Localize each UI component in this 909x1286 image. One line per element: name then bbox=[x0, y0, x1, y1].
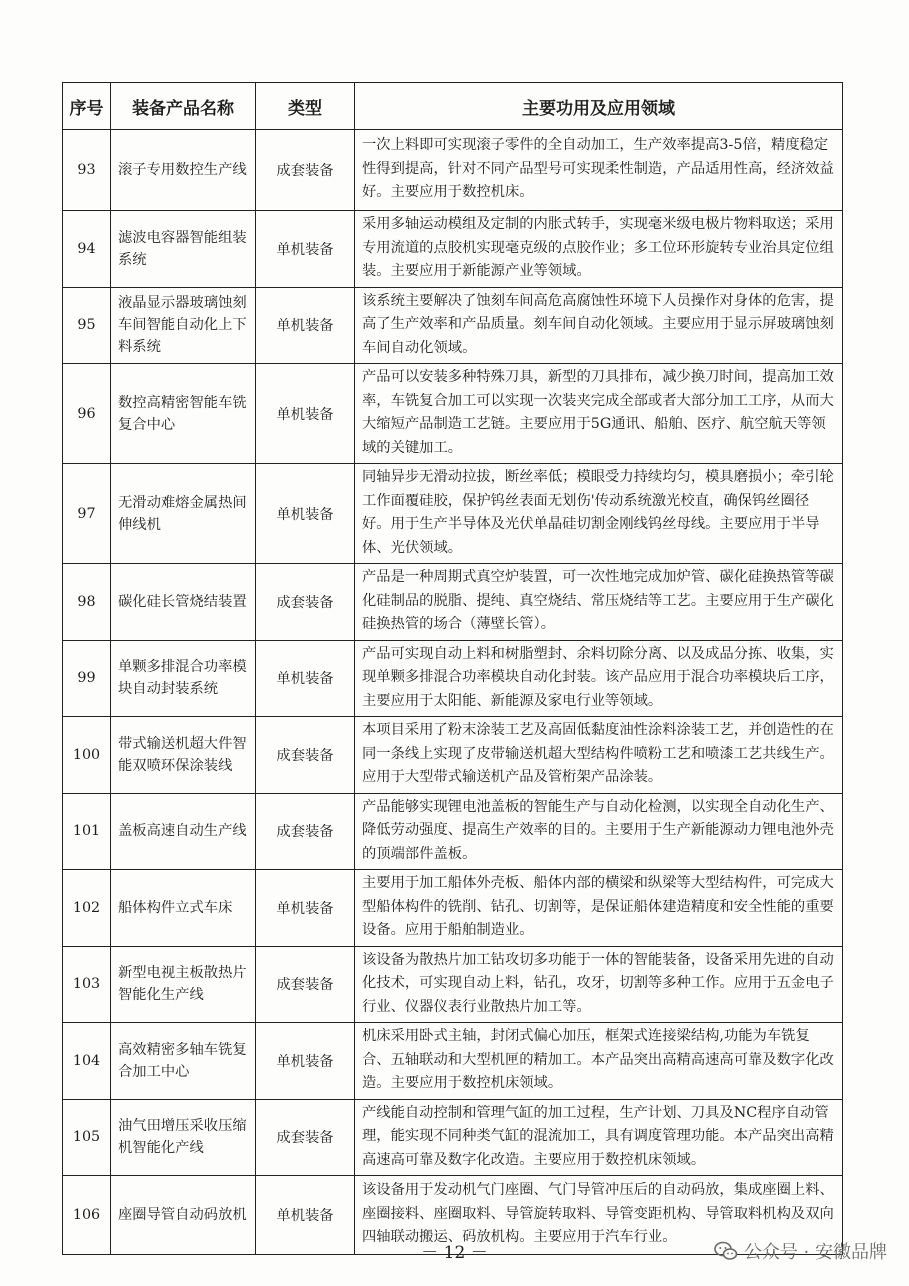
row-number: 104 bbox=[63, 1023, 111, 1100]
row-number: 102 bbox=[63, 870, 111, 947]
row-number: 94 bbox=[63, 211, 111, 288]
table-row bbox=[63, 464, 843, 564]
table-row bbox=[63, 1099, 843, 1176]
table-row bbox=[63, 287, 843, 364]
row-number: 98 bbox=[63, 564, 111, 641]
product-type: 单机装备 bbox=[256, 364, 355, 464]
product-name: 单颗多排混合功率模块自动封装系统 bbox=[111, 640, 256, 717]
product-type: 单机装备 bbox=[256, 640, 355, 717]
header-name: 装备产品名称 bbox=[111, 83, 256, 130]
table-row bbox=[63, 870, 843, 947]
table-row bbox=[63, 640, 843, 717]
product-type: 成套装备 bbox=[256, 793, 355, 870]
product-name: 碳化硅长管烧结装置 bbox=[111, 564, 256, 641]
product-description: 本项目采用了粉末涂装工艺及高固低黏度油性涂料涂装工艺，并创造性的在同一条线上实现了皮带输送机超大型结构件喷粉工艺和喷漆工艺共线生产。应用于大型带式输送机产品及管桁架产品涂装。 bbox=[355, 717, 843, 794]
page-number: － 12 － bbox=[421, 1243, 488, 1263]
product-description: 该系统主要解决了蚀刻车间高危高腐蚀性环境下人员操作对身体的危害，提高了生产效率和产品质量。刻车间自动化领域。主要应用于显示屏玻璃蚀刻车间自动化领域。 bbox=[355, 287, 843, 364]
product-type: 成套装备 bbox=[256, 1099, 355, 1176]
product-type: 成套装备 bbox=[256, 130, 355, 211]
table-row bbox=[63, 211, 843, 288]
product-name: 船体构件立式车床 bbox=[111, 870, 256, 947]
product-description: 产品是一种周期式真空炉装置，可一次性地完成加炉管、碳化硅换热管等碳化硅制品的脱脂、提纯、真空烧结、常压烧结等工艺。主要应用于生产碳化硅换热管的场合（薄壁长管）。 bbox=[355, 564, 843, 641]
header-desc: 主要功用及应用领域 bbox=[355, 83, 843, 130]
product-type: 单机装备 bbox=[256, 464, 355, 564]
row-number: 100 bbox=[63, 717, 111, 794]
product-description: 同轴异步无滑动拉拔，断丝率低；模眼受力持续均匀，模具磨损小；牵引轮工作面覆硅胶，保护钨丝表面无划伤'传动系统激光校直，确保钨丝圈径好。用于生产半导体及光伏单晶硅切割金刚线钨丝母线。主要应用于半导体、光伏领域。 bbox=[355, 464, 843, 564]
product-name: 无滑动难熔金属热间伸线机 bbox=[111, 464, 256, 564]
product-description: 该设备用于发动机气门座圈、气门导管冲压后的自动码放，集成座圈上料、座圈接料、座圈取料、导管旋转取料、导管变距机构、导管取料机构及双向四轴联动搬运、码放机构。主要应用于汽车行业。 bbox=[355, 1176, 843, 1255]
product-name: 新型电视主板散热片智能化生产线 bbox=[111, 946, 256, 1023]
product-type: 成套装备 bbox=[256, 717, 355, 794]
row-number: 97 bbox=[63, 464, 111, 564]
product-name: 座圈导管自动码放机 bbox=[111, 1176, 256, 1255]
product-name: 高效精密多轴车铣复合加工中心 bbox=[111, 1023, 256, 1100]
equipment-table bbox=[62, 82, 843, 1255]
product-description: 主要用于加工船体外壳板、船体内部的横梁和纵梁等大型结构件，可完成大型船体构件的铣削、钻孔、切割等，是保证船体建造精度和安全性能的重要设备。应用于船舶制造业。 bbox=[355, 870, 843, 947]
product-type: 单机装备 bbox=[256, 870, 355, 947]
product-name: 盖板高速自动生产线 bbox=[111, 793, 256, 870]
table-row bbox=[63, 364, 843, 464]
watermark-text: 公众号 · 安徽品牌 bbox=[743, 1242, 887, 1263]
row-number: 101 bbox=[63, 793, 111, 870]
header-no: 序号 bbox=[63, 83, 111, 130]
product-description: 产品可以安装多种特殊刀具，新型的刀具排布，减少换刀时间，提高加工效率，车铣复合加工可以实现一次装夹完成全部或者大部分加工工序，从而大大缩短产品制造工艺链。主要应用于5G通讯、船舶、医疗、航空航天等领域的关键加工。 bbox=[355, 364, 843, 464]
row-number: 95 bbox=[63, 287, 111, 364]
product-description: 该设备为散热片加工钻攻切多功能于一体的智能装备，设备采用先进的自动化技术，可实现自动上料，钻孔，攻牙，切割等多种工作。应用于五金电子行业、仪器仪表行业散热片加工等。 bbox=[355, 946, 843, 1023]
wechat-icon bbox=[714, 1241, 738, 1261]
table-row bbox=[63, 1023, 843, 1100]
table-row bbox=[63, 717, 843, 794]
table-header-row bbox=[63, 83, 843, 130]
table-row bbox=[63, 564, 843, 641]
product-type: 单机装备 bbox=[256, 211, 355, 288]
product-type: 单机装备 bbox=[256, 287, 355, 364]
product-description: 一次上料即可实现滚子零件的全自动加工，生产效率提高3-5倍，精度稳定性得到提高，针对不同产品型号可实现柔性制造，产品适用性高，经济效益好。主要应用于数控机床。 bbox=[355, 130, 843, 211]
row-number: 103 bbox=[63, 946, 111, 1023]
row-number: 105 bbox=[63, 1099, 111, 1176]
table-row bbox=[63, 793, 843, 870]
product-name: 滚子专用数控生产线 bbox=[111, 130, 256, 211]
product-name: 液晶显示器玻璃蚀刻车间智能自动化上下料系统 bbox=[111, 287, 256, 364]
product-type: 成套装备 bbox=[256, 564, 355, 641]
product-type: 单机装备 bbox=[256, 1176, 355, 1255]
row-number: 99 bbox=[63, 640, 111, 717]
row-number: 93 bbox=[63, 130, 111, 211]
row-number: 96 bbox=[63, 364, 111, 464]
product-name: 数控高精密智能车铣复合中心 bbox=[111, 364, 256, 464]
table-row bbox=[63, 130, 843, 211]
product-description: 机床采用卧式主轴，封闭式偏心加压，框架式连接梁结构,功能为车铣复合、五轴联动和大型机匣的精加工。本产品突出高精高速高可靠及数字化改造。主要应用于数控机床领域。 bbox=[355, 1023, 843, 1100]
product-type: 成套装备 bbox=[256, 946, 355, 1023]
product-type: 单机装备 bbox=[256, 1023, 355, 1100]
product-description: 产品可实现自动上料和树脂塑封、余料切除分离、以及成品分拣、收集，实现单颗多排混合功率模块自动化封装。该产品应用于混合功率模块后工序，主要应用于太阳能、新能源及家电行业等领域。 bbox=[355, 640, 843, 717]
product-name: 滤波电容器智能组装系统 bbox=[111, 211, 256, 288]
header-type: 类型 bbox=[256, 83, 355, 130]
product-name: 油气田增压采收压缩机智能化产线 bbox=[111, 1099, 256, 1176]
table-row bbox=[63, 946, 843, 1023]
row-number: 106 bbox=[63, 1176, 111, 1255]
product-name: 带式输送机超大件智能双喷环保涂装线 bbox=[111, 717, 256, 794]
product-description: 采用多轴运动模组及定制的内胀式转手，实现毫米级电极片物料取送；采用专用流道的点胶机实现毫克级的点胶作业；多工位环形旋转专业治具定位组装。主要应用于新能源产业等领域。 bbox=[355, 211, 843, 288]
watermark bbox=[714, 1238, 887, 1264]
product-description: 产品能够实现锂电池盖板的智能生产与自动化检测，以实现全自动化生产、降低劳动强度、提高生产效率的目的。主要用于生产新能源动力锂电池外壳的顶端部件盖板。 bbox=[355, 793, 843, 870]
product-description: 产线能自动控制和管理气缸的加工过程，生产计划、刀具及NC程序自动管理，能实现不同种类气缸的混流加工，具有调度管理功能。本产品突出高精高速高可靠及数字化改造。主要应用于数控机床领域。 bbox=[355, 1099, 843, 1176]
